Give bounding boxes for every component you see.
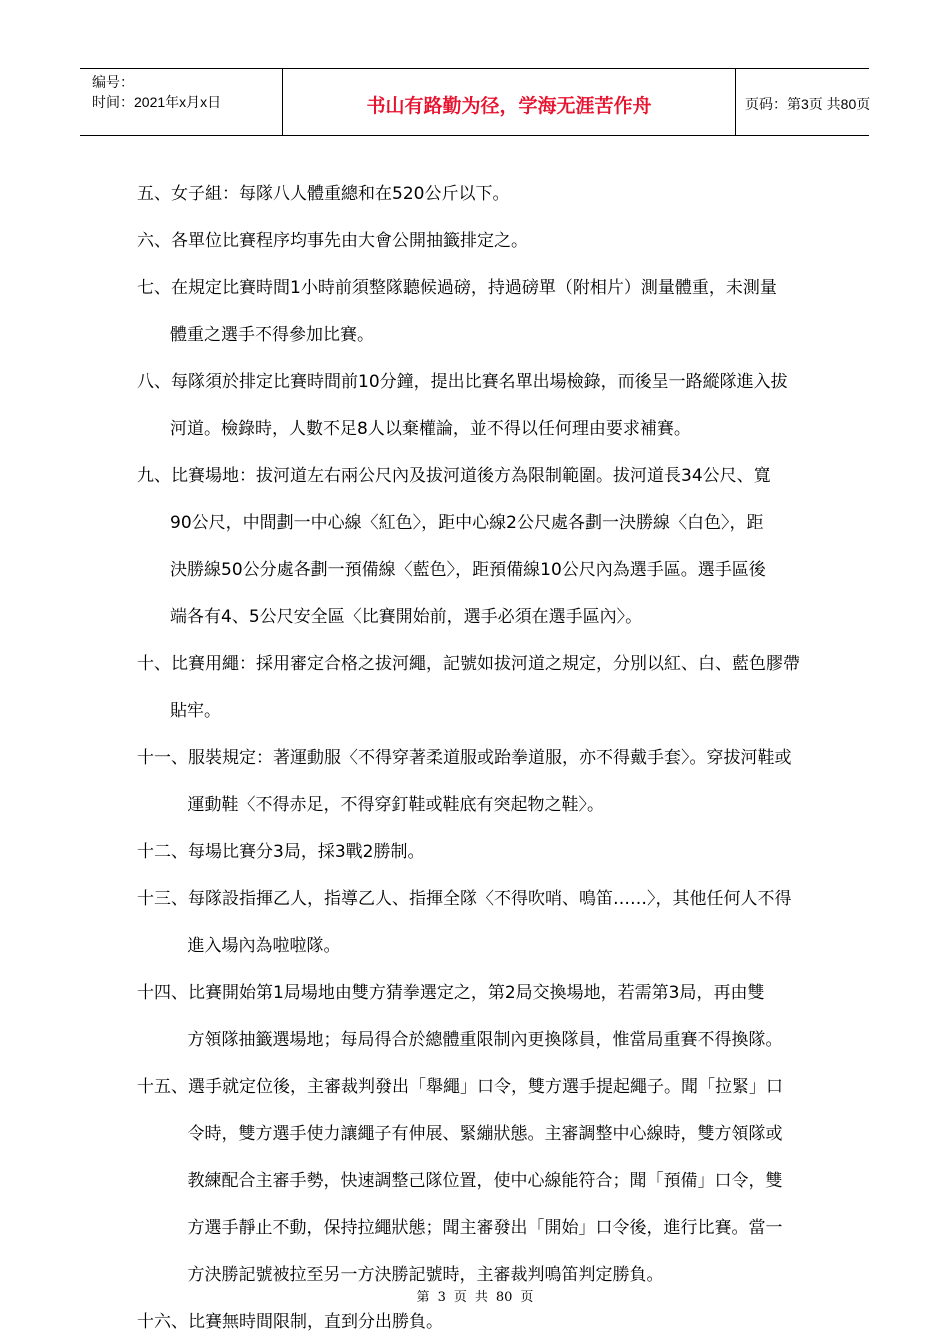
footer-ye: 页 xyxy=(453,1290,467,1305)
paragraph-continuation-line: 端各有4、5公尺安全區〈比賽開始前，選手必須在選手區內〉。 xyxy=(170,607,643,627)
footer-total-pages: 80 xyxy=(495,1290,513,1305)
footer-di: 第 xyxy=(416,1290,430,1305)
paragraph-first-line: 十一、服裝規定：著運動服〈不得穿著柔道服或跆拳道服，亦不得戴手套〉。穿拔河鞋或 xyxy=(137,748,792,768)
footer-ye-2: 页 xyxy=(520,1290,534,1305)
header-motto: 书山有路勤为径，学海无涯苦作舟 xyxy=(366,95,652,117)
document-date-label: 时间：2021年x月x日 xyxy=(92,94,222,110)
paragraph-first-line: 六、各單位比賽程序均事先由大會公開抽籤排定之。 xyxy=(137,231,528,251)
paragraph-first-line: 九、比賽場地：拔河道左右兩公尺內及拔河道後方為限制範圍。拔河道長34公尺、寬 xyxy=(137,466,771,486)
paragraph-first-line: 十二、每場比賽分3局，採3戰2勝制。 xyxy=(137,842,425,862)
page-header xyxy=(80,68,869,136)
header-page-label: 页码：第3页 共80页 xyxy=(745,96,871,112)
footer-page-number: 3 xyxy=(437,1290,446,1305)
header-middle-cell xyxy=(282,69,736,135)
footer-gong: 共 xyxy=(474,1290,488,1305)
paragraph-continuation-line: 令時，雙方選手使力讓繩子有伸展、緊繃狀態。主審調整中心線時，雙方領隊或 xyxy=(187,1124,783,1144)
paragraph-first-line: 十、比賽用繩：採用審定合格之拔河繩，記號如拔河道之規定，分別以紅、白、藍色膠帶 xyxy=(137,654,800,674)
paragraph-continuation-line: 90公尺，中間劃一中心線〈紅色〉，距中心線2公尺處各劃一決勝線〈白色〉，距 xyxy=(170,513,764,533)
header-left-cell xyxy=(80,69,282,135)
paragraph-continuation-line: 運動鞋〈不得赤足，不得穿釘鞋或鞋底有突起物之鞋〉。 xyxy=(187,795,604,815)
paragraph-continuation-line: 進入場內為啦啦隊。 xyxy=(187,936,341,956)
paragraph-continuation-line: 教練配合主審手勢，快速調整己隊位置，使中心線能符合；聞「預備」口令，雙 xyxy=(187,1171,783,1191)
paragraph-continuation-line: 貼牢。 xyxy=(170,701,221,721)
paragraph-continuation-line: 方決勝記號被拉至另一方決勝記號時，主審裁判鳴笛判定勝負。 xyxy=(187,1265,664,1285)
document-number-label: 编号： xyxy=(92,74,134,90)
paragraph-continuation-line: 河道。檢錄時，人數不足8人以棄權論，並不得以任何理由要求補賽。 xyxy=(170,419,691,439)
paragraph-first-line: 八、每隊須於排定比賽時間前10分鐘，提出比賽名單出場檢錄，而後呈一路縱隊進入拔 xyxy=(137,372,788,392)
page-footer xyxy=(0,1286,950,1305)
paragraph-continuation-line: 方選手靜止不動，保持拉繩狀態；聞主審發出「開始」口令後，進行比賽。當一 xyxy=(187,1218,783,1238)
paragraph-first-line: 五、女子組：每隊八人體重總和在520公斤以下。 xyxy=(137,184,510,204)
paragraph-first-line: 十四、比賽開始第1局場地由雙方猜拳選定之，第2局交換場地，若需第3局，再由雙 xyxy=(137,983,765,1003)
paragraph-first-line: 七、在規定比賽時間1小時前須整隊聽候過磅，持過磅單（附相片）測量體重，未測量 xyxy=(137,278,777,298)
paragraph-continuation-line: 體重之選手不得參加比賽。 xyxy=(170,325,374,345)
paragraph-continuation-line: 決勝線50公分處各劃一預備線〈藍色〉，距預備線10公尺內為選手區。選手區後 xyxy=(170,560,766,580)
paragraph-first-line: 十五、選手就定位後，主審裁判發出「舉繩」口令，雙方選手提起繩子。聞「拉緊」口 xyxy=(137,1077,783,1097)
paragraph-continuation-line: 方領隊抽籤選場地；每局得合於總體重限制內更換隊員，惟當局重賽不得換隊。 xyxy=(187,1030,783,1050)
paragraph-first-line: 十六、比賽無時間限制，直到分出勝負。 xyxy=(137,1312,443,1332)
paragraph-first-line: 十三、每隊設指揮乙人，指導乙人、指揮全隊〈不得吹哨、鳴笛……〉，其他任何人不得 xyxy=(137,889,792,909)
header-right-cell xyxy=(735,69,869,135)
